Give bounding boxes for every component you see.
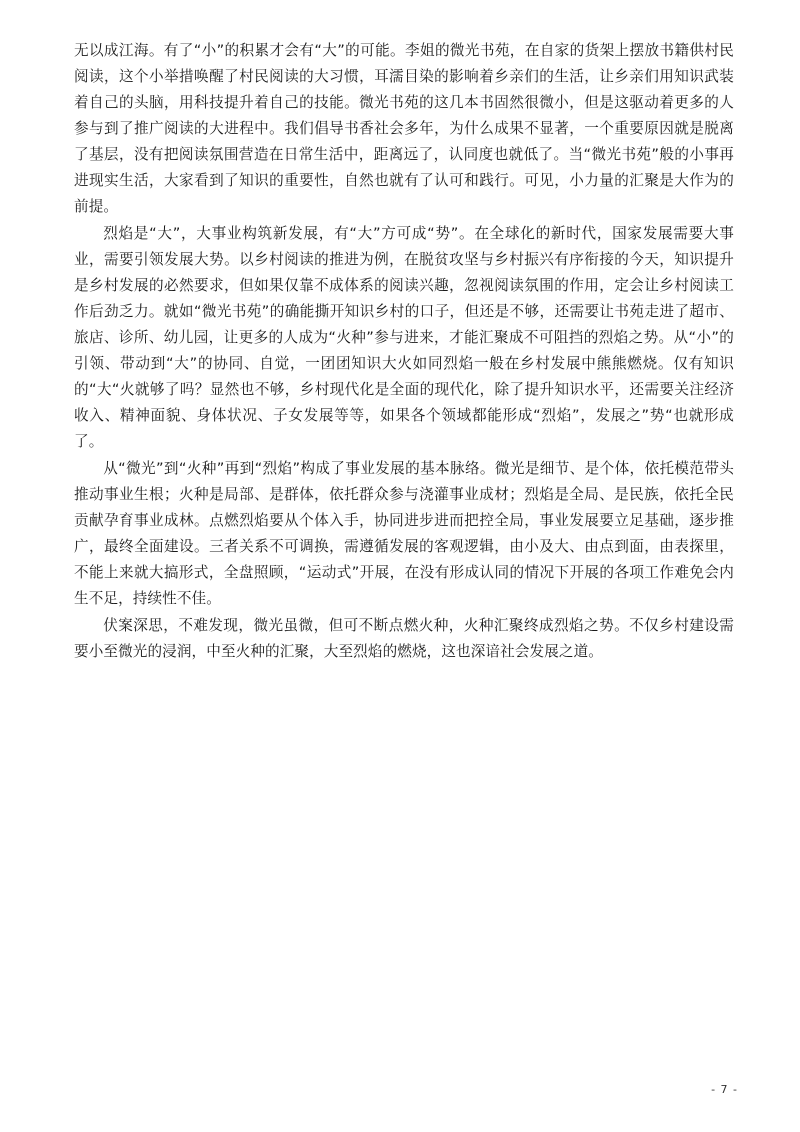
paragraph-3: 从“微光”到“火种”再到“烈焰”构成了事业发展的基本脉络。微光是细节、是个体，依托模范带头推动事业生根；火种是局部、是群体，依托群众参与浇灌事业成材；烈焰是全局、是民族，依托全民贡献孕育事业成林。点燃烈焰要从个体入手，协同进步进而把控全局，事业发展要立足基础，逐步推广，最终全面建设。三者关系不可调换，需遵循发展的客观逻辑，由小及大、由点到面，由表探里，不能上来就大搞形式，全盘照顾，“运动式”开展，在没有形成认同的情况下开展的各项工作难免会内生不足，持续性不佳。 bbox=[74, 460, 734, 607]
page-number: - 7 - bbox=[711, 1083, 738, 1096]
paragraph-4: 伏案深思，不难发现，微光虽微，但可不断点燃火种，火种汇聚终成烈焰之势。不仅乡村建设需要小至微光的浸润，中至火种的汇聚，大至烈焰的燃烧，这也深谙社会发展之道。 bbox=[74, 617, 734, 660]
document-body bbox=[74, 38, 734, 666]
paragraph-1: 无以成江海。有了“小”的积累才会有“大”的可能。李姐的微光书苑，在自家的货架上摆放书籍供村民阅读，这个小举措唤醒了村民阅读的大习惯，耳濡目染的影响着乡亲们的生活，让乡亲们用知识武装着自己的头脑，用科技提升着自己的技能。微光书苑的这几本书固然很微小，但是这驱动着更多的人参与到了推广阅读的大进程中。我们倡导书香社会多年，为什么成果不显著，一个重要原因就是脱离了基层，没有把阅读氛围营造在日常生活中，距离远了，认同度也就低了。当“微光书苑”般的小事再进现实生活，大家看到了知识的重要性，自然也就有了认可和践行。可见，小力量的汇聚是大作为的前提。 bbox=[74, 42, 734, 215]
paragraph-2: 烈焰是“大”，大事业构筑新发展，有“大”方可成“势”。在全球化的新时代，国家发展需要大事业，需要引领发展大势。以乡村阅读的推进为例，在脱贫攻坚与乡村振兴有序衔接的今天，知识提升是乡村发展的必然要求，但如果仅靠不成体系的阅读兴趣，忽视阅读氛围的作用，定会让乡村阅读工作后劲乏力。就如“微光书苑”的确能撕开知识乡村的口子，但还是不够，还需要让书苑走进了超市、旅店、诊所、幼儿园，让更多的人成为“火种”参与进来，才能汇聚成不可阻挡的烈焰之势。从“小”的引领、带动到“大”的协同、自觉，一团团知识大火如同烈焰一般在乡村发展中熊熊燃烧。仅有知识的“大“火就够了吗？显然也不够，乡村现代化是全面的现代化，除了提升知识水平，还需要关注经济收入、精神面貌、身体状况、子女发展等等，如果各个领域都能形成“烈焰”，发展之”势“也就形成了。 bbox=[74, 225, 734, 450]
